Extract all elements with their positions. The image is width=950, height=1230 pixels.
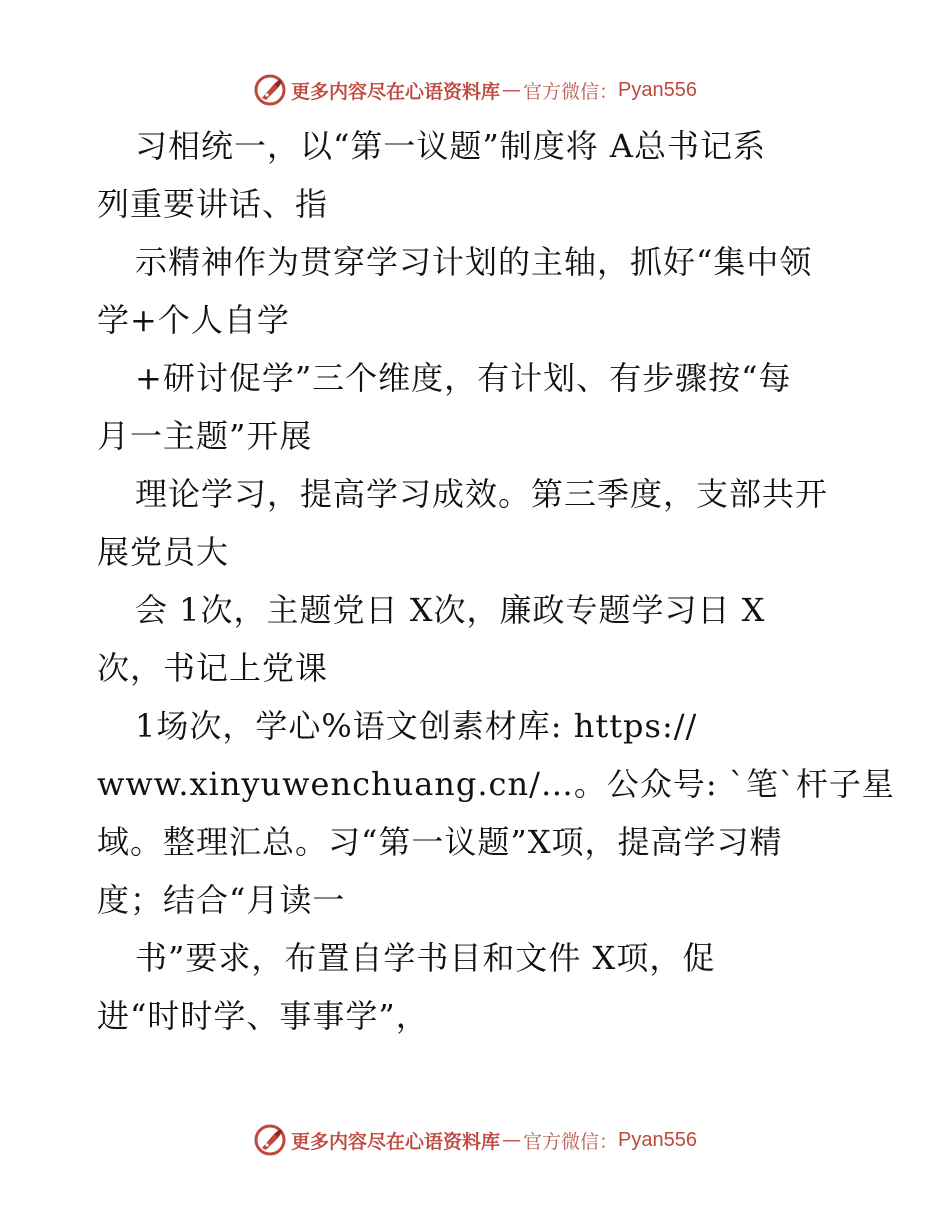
watermark-dash: — [502, 1129, 522, 1151]
watermark-wechat-label: 官方微信： [523, 80, 619, 103]
footer-watermark [0, 1120, 950, 1160]
body-line: 书”要求，布置自学书目和文件 X项，促 [135, 939, 716, 977]
body-line: 月一主题”开展 [97, 417, 313, 455]
body-line: 1场次，学心%语文创素材库: https:// [135, 707, 698, 745]
body-line: 度；结合“月读一 [97, 881, 346, 919]
body-line: 域。整理汇总。习“第一议题”X项，提高学习精 [97, 823, 783, 861]
body-line: 次，书记上党课 [97, 649, 329, 687]
body-line: +研讨促学”三个维度，有计划、有步骤按“每 [135, 359, 792, 397]
pen-nib-logo-icon [253, 1123, 287, 1157]
watermark-dash: — [502, 79, 522, 101]
watermark-handle: Pyan556 [618, 78, 697, 101]
document-body [97, 117, 895, 1045]
body-line: 进“时时学、事事学”， [97, 997, 429, 1035]
body-line: 列重要讲话、指 [97, 185, 329, 223]
body-line: www.xinyuwenchuang.cn/…。公众号: `笔`杆子星 [97, 765, 895, 803]
watermark-brand-text: 更多内容尽在心语资料库 [291, 1130, 501, 1153]
body-line: 学+个人自学 [97, 301, 290, 339]
body-line: 理论学习，提高学习成效。第三季度，支部共开 [135, 475, 829, 513]
body-line: 展党员大 [97, 533, 230, 571]
pen-nib-logo-icon [253, 73, 287, 107]
body-line: 习相统一，以“第一议题”制度将 A总书记系 [135, 127, 767, 165]
body-line: 示精神作为贯穿学习计划的主轴，抓好“集中领 [135, 243, 813, 281]
watermark-handle: Pyan556 [618, 1128, 697, 1151]
watermark-brand-text: 更多内容尽在心语资料库 [291, 80, 501, 103]
body-line: 会 1次，主题党日 X次，廉政专题学习日 X [135, 591, 766, 629]
header-watermark [0, 70, 950, 110]
watermark-wechat-label: 官方微信： [523, 1130, 619, 1153]
